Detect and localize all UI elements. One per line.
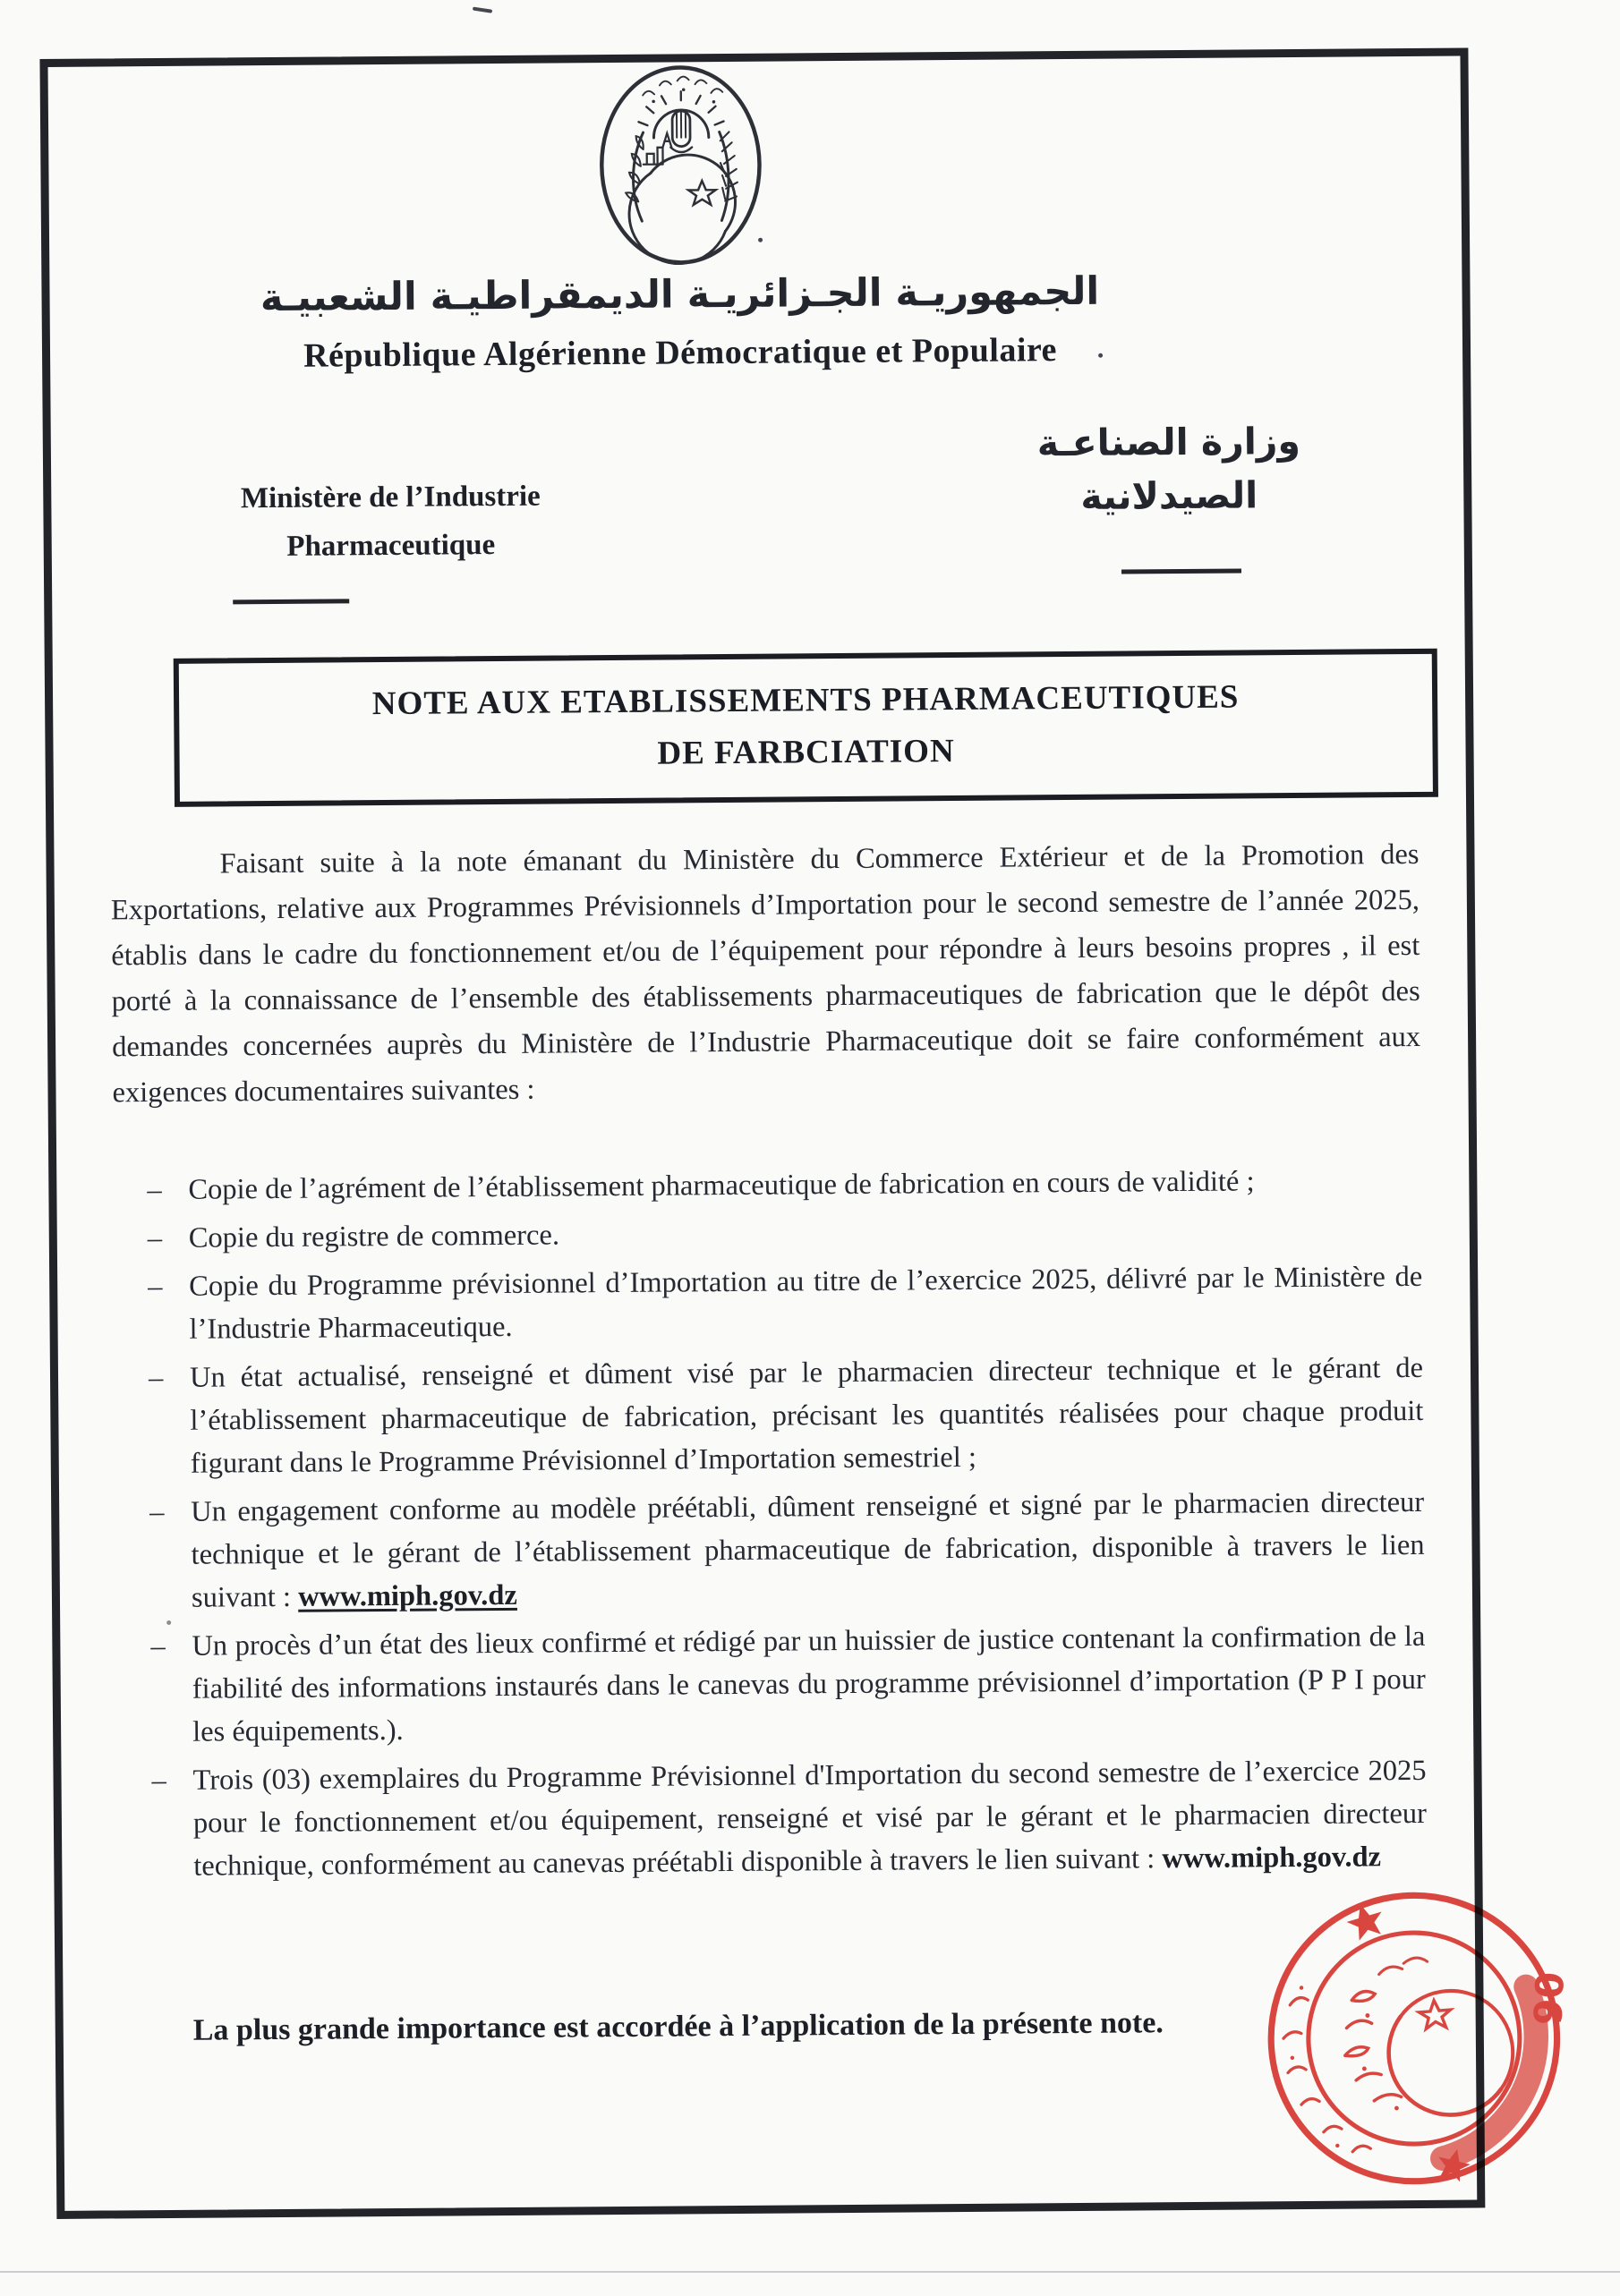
requirement-text: Copie de l’agrément de l’établissement pharmaceutique de fabrication en cours de validité ;: [188, 1165, 1255, 1206]
note-title-box: [174, 649, 1438, 807]
requirement-item: [114, 1207, 1422, 1260]
closing-statement: La plus grande importance est accordée à l’application de la présente note.: [192, 2006, 1164, 2047]
intro-paragraph: Faisant suite à la note émanant du Ministère du Commerce Extérieur et de la Promotion des Exportations, relative aux Programmes Prévisionnels d’Importation pour le second semestre de l’année 2025, établis dans le cadre du fonctionnement et/ou de l’équipement pour répondre à leurs besoins propres , il est porté à la connaissance de l’ensemble des établissements pharmaceutiques de fabrication que le dépôt des demandes concernées auprès du Ministère de l’Industrie Pharmaceutique doit se faire conformément aux exigences documentaires suivantes :: [110, 838, 1421, 1110]
ministry-fr-line2: Pharmaceutique: [286, 529, 496, 563]
algeria-national-emblem-icon: [591, 59, 770, 274]
ministry-name-french: [211, 472, 570, 571]
requirements-list: [113, 1159, 1427, 1893]
divider-line-arabic: [1121, 568, 1241, 574]
dash-marker: –: [147, 1173, 162, 1207]
republic-title-arabic: الجمهوريـة الجـزائريـة الديمقراطيـة الشعبيـة: [260, 268, 1100, 321]
requirement-text: Un état actualisé, renseigné et dûment visé par le pharmacien directeur technique et le gérant de l’établissement pharmaceutique de fabrication, précisant les quantités réalisées pour chaque produit figurant dans le Programme Prévisionnel d’Importation semestriel ;: [189, 1351, 1424, 1480]
requirement-item: [113, 1159, 1421, 1212]
note-title-line2: DE FARBCIATION: [657, 733, 955, 772]
divider-line-french: [233, 599, 349, 604]
requirement-item: [114, 1255, 1423, 1351]
requirement-item: [117, 1749, 1427, 1888]
miph-link[interactable]: www.miph.gov.dz: [297, 1578, 517, 1613]
requirement-text: Un engagement conforme au modèle préétabli, dûment renseigné et signé par le pharmacien directeur technique et le gérant de l’établissement pharmaceutique de fabrication, disponible à travers le lien suivant :: [191, 1485, 1425, 1614]
requirement-text: Trois (03) exemplaires du Programme Prévisionnel d'Importation du second semestre de l’exercice 2025 pour le fonctionnement et/ou équipement, renseigné et visé par le gérant et le pharmacien directeur technique, conformément au canevas préétabli disponible à travers le lien suivant :: [192, 1754, 1428, 1883]
dash-marker: –: [148, 1361, 164, 1395]
scan-edge-line: [0, 2271, 1620, 2273]
scan-artifact: [473, 7, 492, 13]
republic-title-french: République Algérienne Démocratique et Populaire: [303, 331, 1058, 375]
dash-marker: –: [149, 1495, 165, 1529]
miph-link[interactable]: www.miph.gov.dz: [1162, 1841, 1382, 1875]
requirement-item: [115, 1347, 1424, 1485]
ministry-fr-line1: Ministère de l’Industrie: [240, 480, 541, 515]
ministry-ar-line1: وزارة الصناعـة: [1036, 419, 1301, 465]
requirement-text: Un procès d’un état des lieux confirmé et rédigé par un huissier de justice contenant la confirmation de la fiabilité des informations instaurés dans le canevas du programme prévisionnel d’importation (P P I pour les équipements.).: [192, 1620, 1426, 1748]
requirement-item: [116, 1615, 1426, 1754]
stamp-number: 06: [1523, 1970, 1571, 2027]
dash-marker: –: [151, 1764, 166, 1798]
ministry-name-arabic: [1017, 414, 1322, 524]
scan-artifact: [166, 1620, 171, 1625]
requirement-text: Copie du Programme prévisionnel d’Importation au titre de l’exercice 2025, délivré par le Ministère de l’Industrie Pharmaceutique.: [189, 1260, 1423, 1346]
official-red-stamp-icon: [1253, 1878, 1574, 2199]
ministry-ar-line2: الصيدلانية: [1080, 473, 1258, 518]
dash-marker: –: [148, 1270, 163, 1304]
scan-artifact: [758, 238, 763, 242]
requirement-item: [115, 1481, 1425, 1620]
note-title-line1: NOTE AUX ETABLISSEMENTS PHARMACEUTIQUES: [371, 678, 1240, 723]
dash-marker: –: [147, 1221, 163, 1255]
requirement-text: Copie du registre de commerce.: [188, 1219, 560, 1254]
dash-marker: –: [150, 1629, 166, 1663]
scan-artifact: [1098, 353, 1103, 358]
